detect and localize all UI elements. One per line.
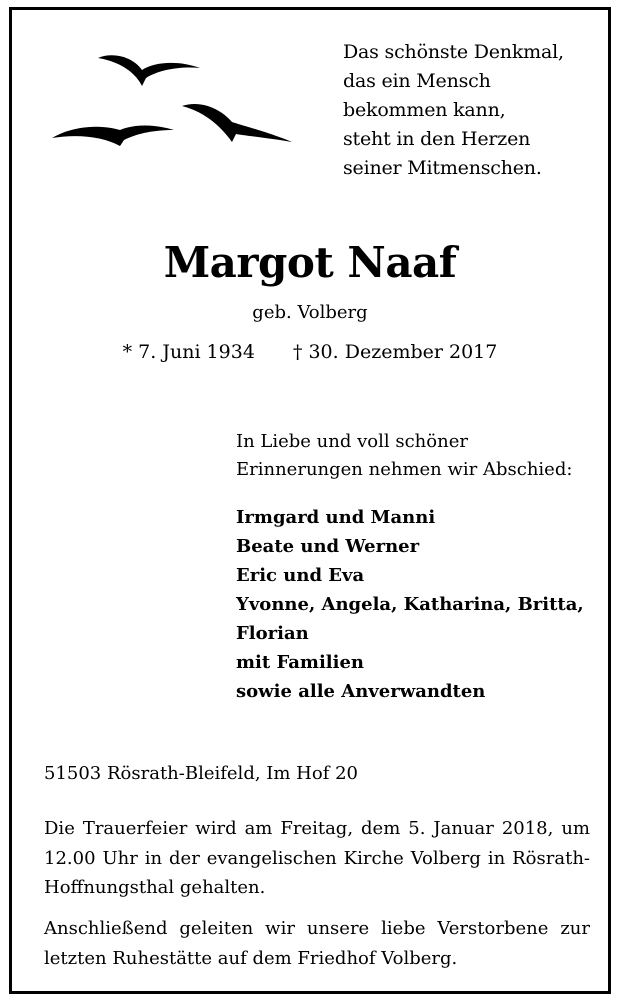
quote-line: seiner Mitmenschen.: [343, 157, 542, 179]
farewell-intro: [236, 428, 616, 484]
death-date: † 30. Dezember 2017: [292, 341, 498, 363]
quote-line: Das schönste Denkmal,: [343, 41, 564, 63]
deceased-name: Margot Naaf: [163, 238, 457, 287]
bird-top-icon: [98, 55, 200, 86]
mourner-line: Beate und Werner: [236, 536, 420, 557]
quote-line: steht in den Herzen: [343, 128, 531, 150]
bird-left-icon: [52, 126, 174, 147]
mourner-line: Irmgard und Manni: [236, 507, 436, 528]
life-dates: [12, 339, 608, 365]
memorial-quote: [343, 38, 603, 183]
mourners-list: [236, 503, 616, 706]
intro-line: In Liebe und voll schöner: [236, 431, 468, 452]
mourner-line: sowie alle Anverwandten: [236, 681, 486, 702]
mourner-line: Eric und Eva: [236, 565, 365, 586]
flying-birds-icon: [42, 46, 302, 166]
quote-line: bekommen kann,: [343, 99, 506, 121]
funeral-service-text: Die Trauerfeier wird am Freitag, dem 5. Januar 2018, um 12.00 Uhr in der evangelischen Kirche Volberg in Rösrath-Hoffnungsthal gehalten.: [44, 818, 590, 898]
obituary-frame: [9, 7, 611, 994]
mourner-address: 51503 Rösrath-Bleifeld, Im Hof 20: [44, 763, 359, 784]
bird-right-icon: [182, 104, 292, 142]
intro-line: Erinnerungen nehmen wir Abschied:: [236, 459, 573, 480]
maiden-name: geb. Volberg: [252, 302, 368, 323]
birth-date: * 7. Juni 1934: [122, 341, 255, 363]
mourner-line: Yvonne, Angela, Katharina, Britta,: [236, 594, 584, 615]
burial-text: Anschließend geleiten wir unsere liebe Verstorbene zur letzten Ruhestätte auf dem Friedhof Volberg.: [44, 918, 590, 969]
quote-line: das ein Mensch: [343, 70, 491, 92]
mourner-line: mit Familien: [236, 652, 365, 673]
mourner-line: Florian: [236, 623, 309, 644]
